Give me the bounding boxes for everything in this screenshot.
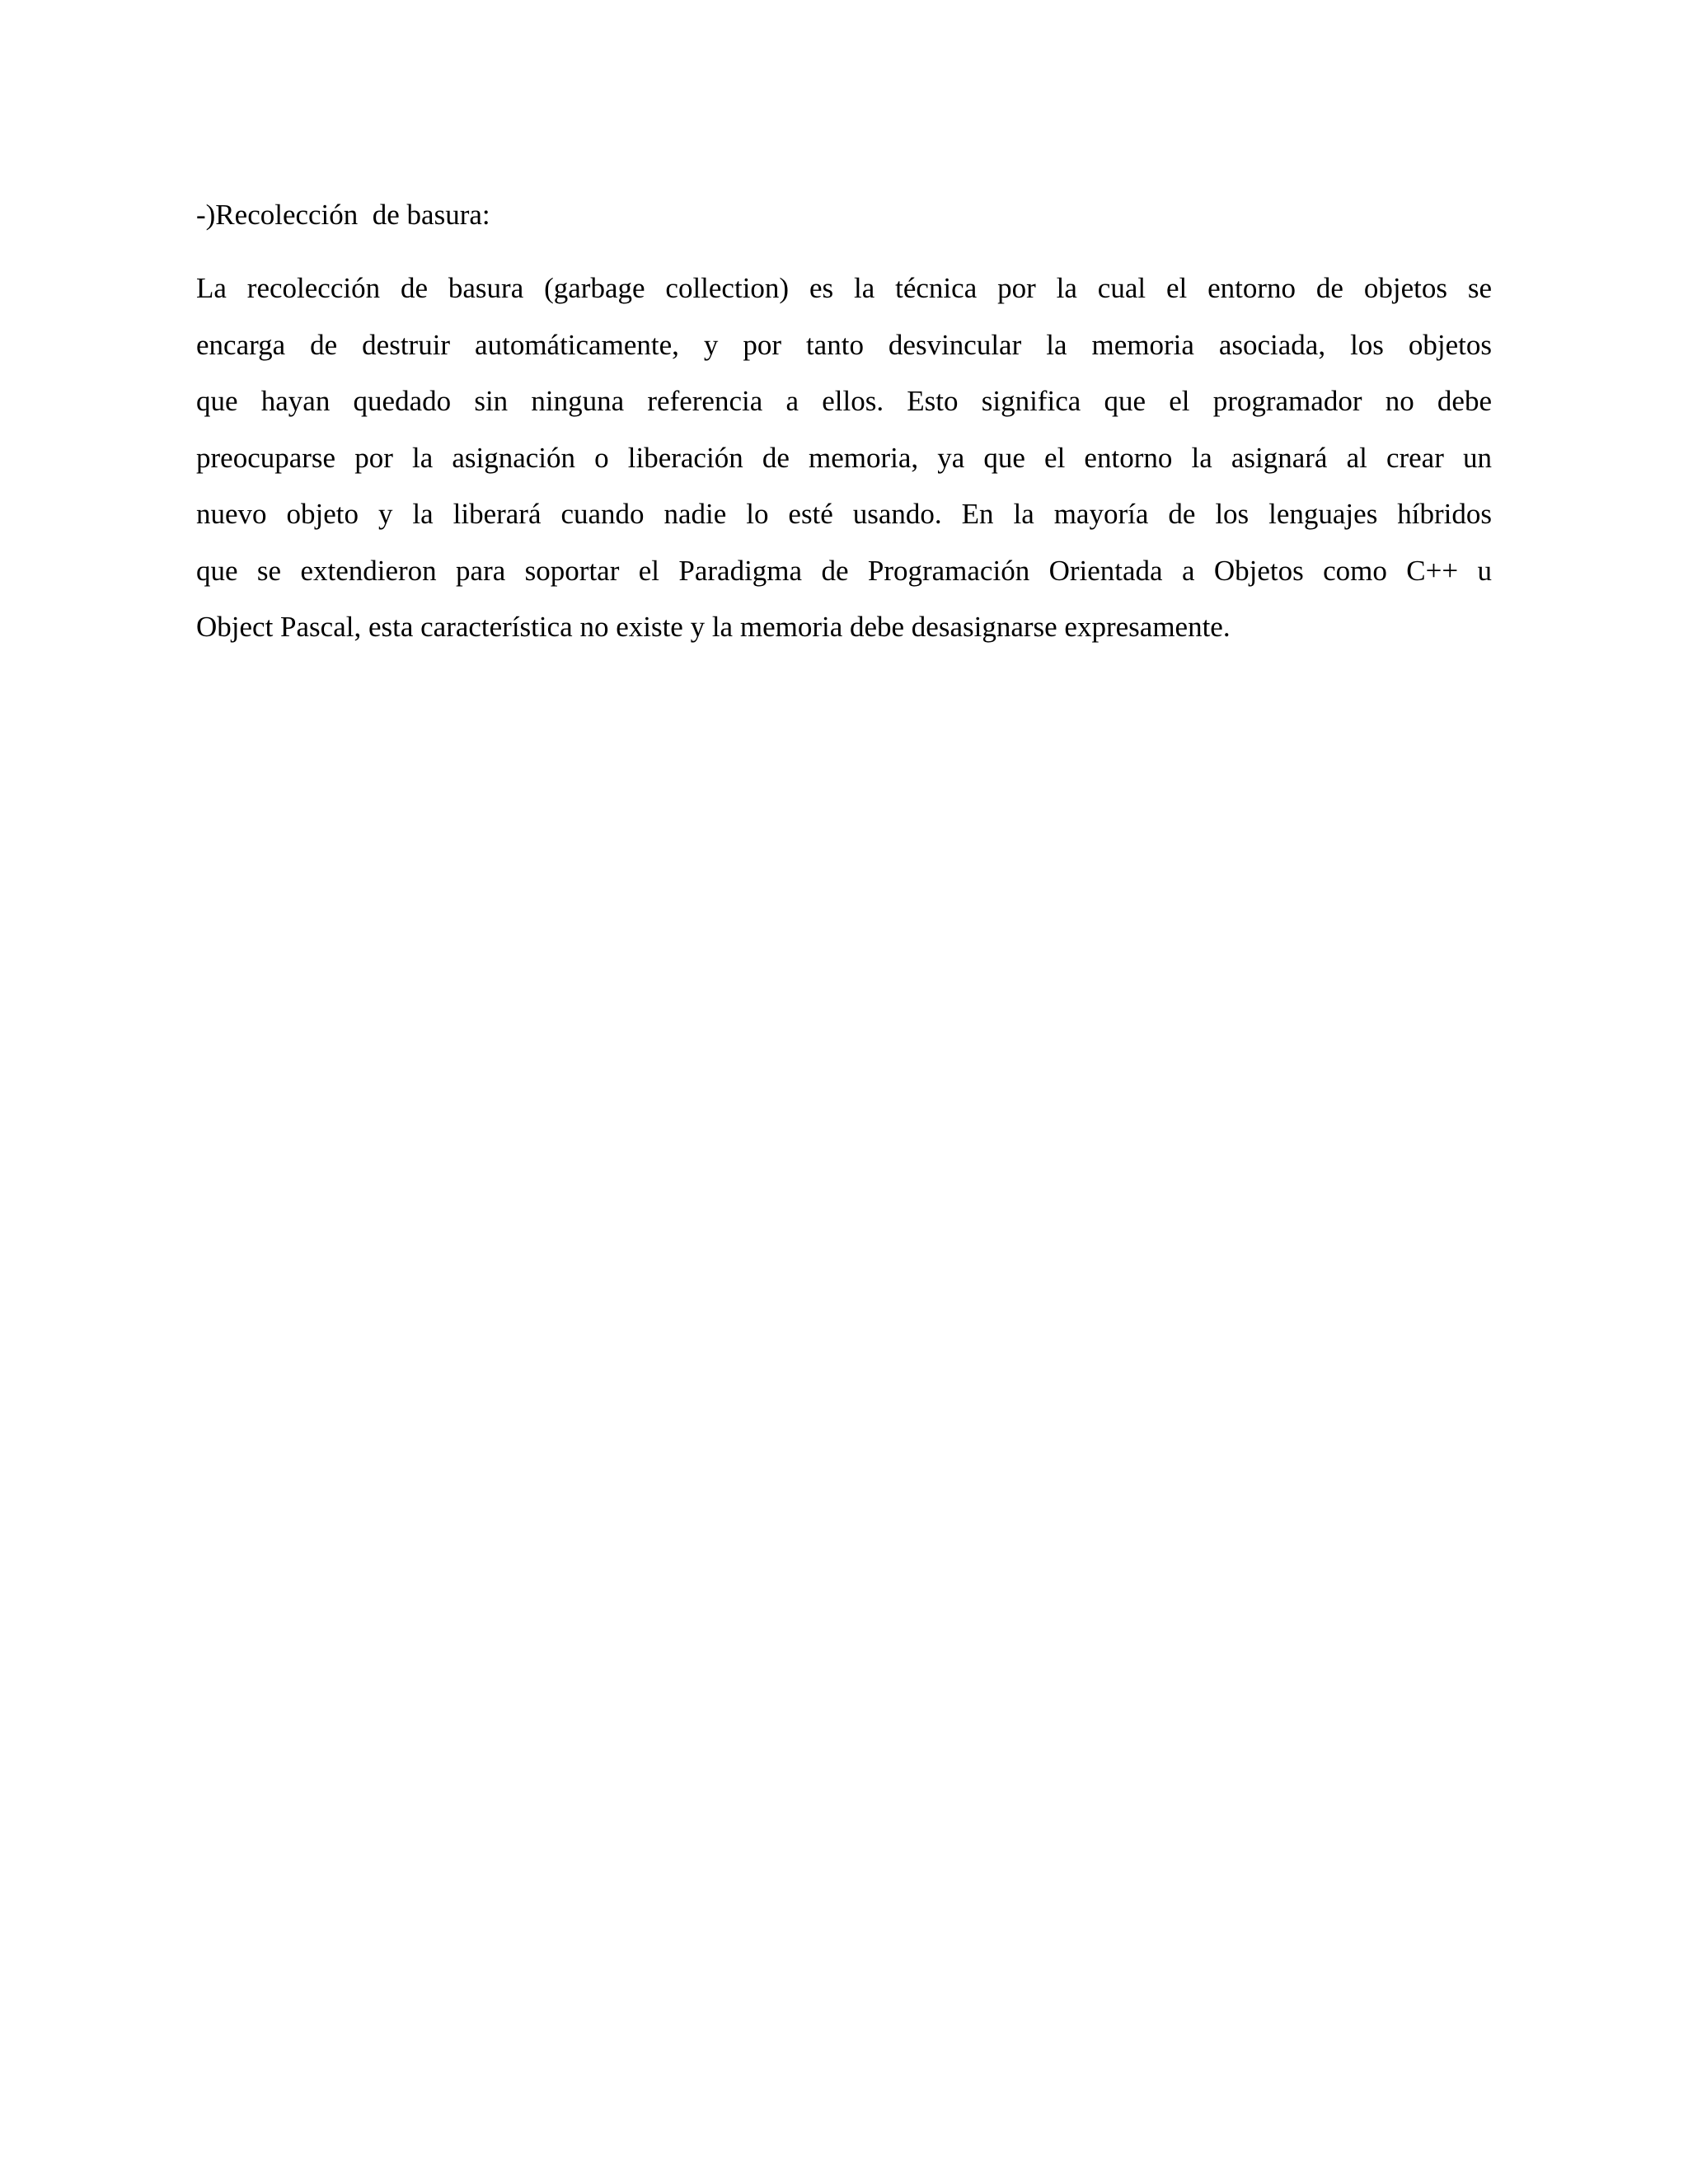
paragraph-line: nuevo objeto y la liberará cuando nadie lo esté usando. En la mayoría de los lenguajes híbridos [196, 498, 1492, 530]
paragraph-line: que hayan quedado sin ninguna referencia a ellos. Esto significa que el programador no debe [196, 385, 1492, 417]
paragraph-line: que se extendieron para soportar el Paradigma de Programación Orientada a Objetos como C++ u [196, 554, 1492, 587]
document-content [196, 196, 1492, 656]
section-heading: -)Recolección de basura: [196, 199, 490, 231]
paragraph-line: Object Pascal, esta característica no existe y la memoria debe desasignarse expresamente. [196, 611, 1231, 643]
paragraph-line: La recolección de basura (garbage collection) es la técnica por la cual el entorno de objetos se [196, 272, 1492, 304]
body-paragraph [196, 260, 1492, 656]
paragraph-line: preocuparse por la asignación o liberación de memoria, ya que el entorno la asignará al crear un [196, 441, 1492, 474]
paragraph-line: encarga de destruir automáticamente, y por tanto desvincular la memoria asociada, los objetos [196, 328, 1492, 361]
